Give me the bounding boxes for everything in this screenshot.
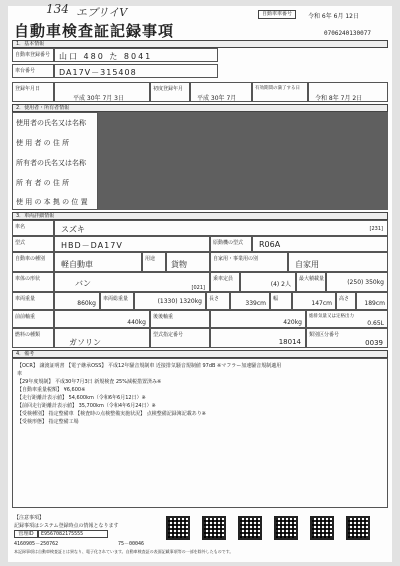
- body-value-cell: [54, 272, 210, 292]
- section-owner-heading: 2．使用者・所有者情報: [12, 104, 388, 112]
- type-number: 18014: [278, 338, 301, 346]
- owner-address-label: 所 有 者 の 住 所: [16, 179, 70, 187]
- remark-line: 【走行距離計表示値】 54,600km（令和6年6月12日）※: [17, 395, 146, 401]
- vehicle-height: 189cm: [364, 300, 385, 307]
- management-id: E9567082175555: [38, 530, 108, 538]
- handwritten-number: 134: [46, 2, 69, 16]
- use-label-cell: 用途: [142, 252, 166, 272]
- engine-model: R06A: [259, 240, 281, 249]
- handwritten-name: エブリイV: [76, 6, 128, 19]
- remark-line: 車: [17, 371, 23, 377]
- remark-line: 【前回走行距離計表示値】 35,700km（令和4年6月24日）※: [17, 403, 156, 409]
- user-address-label: 使 用 者 の 住 所: [16, 139, 70, 147]
- weight-label-cell: 車両重量: [12, 292, 54, 310]
- remarks-block: [12, 358, 388, 508]
- reg-value-cell: [54, 48, 218, 62]
- qr-code-icon: [310, 516, 334, 540]
- use-value-cell: [166, 252, 210, 272]
- first-reg-label-cell: 登録年月日: [12, 82, 54, 102]
- section-basic-heading: 1．基本情報: [12, 40, 388, 48]
- remark-line: 【受検形態】 指定整備工場: [17, 419, 79, 425]
- body-shape: バン: [75, 279, 91, 288]
- registration-number: 山口 480 た 8041: [59, 52, 153, 61]
- chassis-label-cell: 車台番号: [12, 64, 54, 78]
- fuel-value-cell: [54, 328, 150, 348]
- document-title: 自動車検査証記録事項: [14, 22, 175, 40]
- seating-capacity: (4) 2人: [270, 281, 291, 288]
- max-load-label-cell: 最大積載量: [296, 272, 326, 292]
- code-box: 自動車車番号: [258, 10, 296, 19]
- maker-name: スズキ: [61, 225, 85, 234]
- vehicle-use: 貨物: [171, 260, 187, 269]
- document-page: [8, 2, 392, 562]
- remark-line: 【自動車重量税額】 ¥6,600※: [17, 387, 86, 393]
- kind-value-cell: [54, 252, 142, 272]
- remark-line: 【29年度規制】 平成30年7月3日 新規検査 25%減税措置済み※: [17, 379, 162, 385]
- registration-date: 平成 30年 7月 3日: [73, 95, 124, 102]
- document-id: 0706240130077: [324, 30, 371, 37]
- chassis-number: DA17V－315408: [59, 68, 137, 77]
- first-registration-month: 平成 30年 7月: [197, 95, 237, 102]
- qr-code-icon: [274, 516, 298, 540]
- remark-line: 【受検種別】 指定整備車 【検査時の点検整備実施状況】 点検整備記録簿記載あり※: [17, 411, 206, 417]
- owner-labels-block: [12, 112, 98, 210]
- width-value-cell: [292, 292, 336, 310]
- model-code: HBD－DA17V: [61, 241, 123, 250]
- notes-label: 【注意事項】: [14, 515, 45, 521]
- displacement-cell: 総排気量又は定格出力 0.65L: [306, 310, 388, 328]
- capacity-value-cell: [240, 272, 296, 292]
- rear-axle-weight: 420kg: [283, 319, 302, 326]
- private-value-cell: [288, 252, 388, 272]
- class-number: 0039: [365, 339, 383, 347]
- reg-label-cell: 自動車登録番号: [12, 48, 54, 62]
- model-value-cell: [54, 236, 210, 252]
- gross-label-cell: 車両総重量: [100, 292, 134, 310]
- front-axle-weight: 440kg: [127, 319, 146, 326]
- notes-line: 記録事項はシステム登録時点の情報となります: [14, 523, 119, 529]
- chassis-value-cell: [54, 64, 218, 78]
- fuel-label-cell: 燃料の種類: [12, 328, 54, 348]
- fine-print: 本記録事項は自動車検査証とは異なり、電子化されています。自動車検査証の表面記載事項等の一部を除外したものです。: [14, 549, 234, 554]
- expiry-value-cell: [308, 82, 388, 102]
- serial-right: 75－00046: [118, 541, 145, 547]
- capacity-label-cell: 乗車定員: [210, 272, 240, 292]
- maker-label-cell: 車名: [12, 220, 54, 236]
- first-year-value-cell: [190, 82, 252, 102]
- type-no-value-cell: [210, 328, 306, 348]
- vehicle-length: 339cm: [245, 300, 266, 307]
- qr-code-icon: [202, 516, 226, 540]
- base-location-label: 使 用 の 本 拠 の 位 置: [16, 198, 88, 206]
- fuel-type: ガソリン: [69, 338, 101, 347]
- body-code: [021]: [191, 285, 205, 291]
- expiry-date: 令和 8年 7月 2日: [315, 95, 363, 102]
- rw-label-cell: 後後軸重: [150, 310, 210, 328]
- model-label-cell: 型式: [12, 236, 54, 252]
- fw-label-cell: 前前軸重: [12, 310, 54, 328]
- body-label-cell: 車体の形状: [12, 272, 54, 292]
- section-vehicle-heading: 3．車両詳細情報: [12, 212, 388, 220]
- displacement: 0.65L: [367, 320, 384, 327]
- max-load-value-cell: [326, 272, 388, 292]
- height-label-cell: 高さ: [336, 292, 356, 310]
- weight-value-cell: [54, 292, 100, 310]
- qr-code-icon: [166, 516, 190, 540]
- vehicle-kind: 軽自動車: [61, 260, 93, 269]
- gross-weight: (1330) 1320kg: [157, 298, 202, 305]
- width-label-cell: 幅: [270, 292, 292, 310]
- fw-value-cell: [54, 310, 150, 328]
- height-value-cell: [356, 292, 388, 310]
- engine-value-cell: [252, 236, 388, 252]
- remark-line: 【OCR】 譲渡証明書 【電子継承OSS】 平成12年騒音規制車 近接排気騒音規制値 97dB ※マフラー加速騒音規制適用: [17, 363, 282, 369]
- user-name-label: 使用者の氏名又は名称: [16, 119, 86, 127]
- first-year-label-cell: 初度登録年月: [150, 82, 190, 102]
- section-remarks-heading: 4．備考: [12, 350, 388, 358]
- maker-value-cell: [54, 220, 388, 236]
- issue-date: 令和 6年 6月 12日: [308, 13, 359, 20]
- first-reg-value-cell: [54, 82, 150, 102]
- gross-value-cell: [134, 292, 206, 310]
- kind-label-cell: 自動車の種別: [12, 252, 54, 272]
- private-label-cell: 自家用・事業用の別: [210, 252, 288, 272]
- private-or-commercial: 自家用: [295, 260, 319, 269]
- maker-code: [231]: [369, 226, 383, 232]
- vehicle-weight: 860kg: [77, 300, 96, 307]
- type-no-label-cell: 型式指定番号: [150, 328, 210, 348]
- vehicle-width: 147cm: [311, 300, 332, 307]
- rw-value-cell: [210, 310, 306, 328]
- management-id-label: 管理ID: [14, 530, 38, 538]
- qr-code-icon: [238, 516, 262, 540]
- engine-label-cell: 原動機の型式: [210, 236, 252, 252]
- class-no-cell: 類別区分番号 0039: [306, 328, 388, 348]
- redacted-owner-info: [98, 112, 388, 210]
- expiry-label-cell: 有効期間の満了する日: [252, 82, 308, 102]
- length-label-cell: 長さ: [206, 292, 230, 310]
- owner-name-label: 所有者の氏名又は名称: [16, 159, 86, 167]
- length-value-cell: [230, 292, 270, 310]
- max-load: (250) 350kg: [347, 279, 384, 286]
- serial-left: 4160905－250762: [14, 541, 59, 547]
- qr-code-icon: [346, 516, 370, 540]
